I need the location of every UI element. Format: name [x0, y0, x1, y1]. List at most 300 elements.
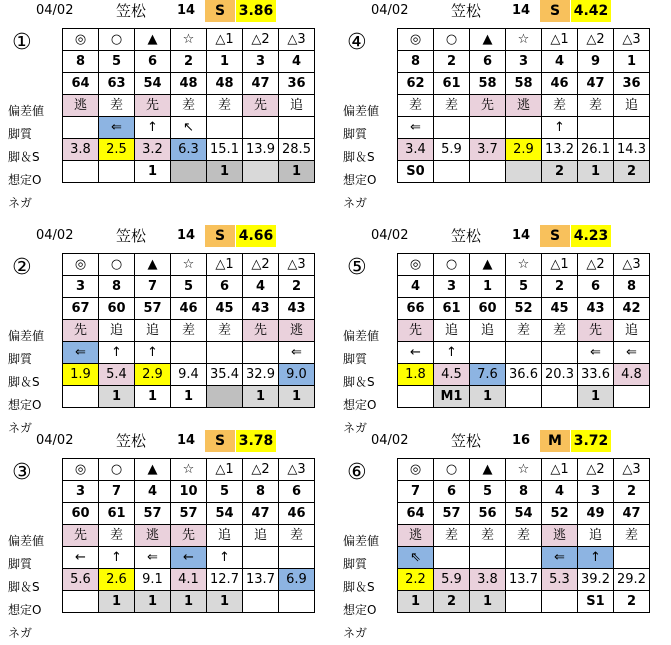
odds-cell: 2.5: [99, 139, 135, 161]
odds-cell: 36.6: [506, 364, 542, 386]
label-deviation: 偏差値: [343, 534, 380, 548]
deviation-value: 43: [279, 298, 315, 320]
odds-cell: 5.9: [434, 569, 470, 591]
label-odds: 想定O: [8, 603, 42, 617]
horse-number: 5: [207, 481, 243, 503]
mark-cell: ▲: [135, 29, 171, 51]
venue-name: 笠松: [451, 432, 482, 450]
horse-number-row: [63, 51, 315, 73]
style-cell: 差: [434, 95, 470, 117]
style-cell: 差: [99, 525, 135, 547]
label-leg-s: 脚＆S: [343, 375, 375, 389]
odds-cell: 3.7: [470, 139, 506, 161]
mark-cell: △3: [279, 29, 315, 51]
prediction-table: [397, 28, 650, 183]
horse-number-row: [398, 481, 650, 503]
style-cell: 逃: [542, 525, 578, 547]
race-date: 04/02: [371, 3, 409, 18]
deviation-value: 45: [207, 298, 243, 320]
arrow-cell: ←: [63, 547, 99, 569]
arrow-row: [63, 547, 315, 569]
panel-4: [335, 0, 670, 210]
odds-cell: 3.8: [63, 139, 99, 161]
horse-number: 8: [243, 481, 279, 503]
deviation-value: 63: [99, 73, 135, 95]
label-leg-s: 脚＆S: [8, 375, 40, 389]
arrow-cell: [506, 117, 542, 139]
nega-row: [398, 386, 650, 408]
odds-row: [63, 139, 315, 161]
mark-cell: ○: [434, 254, 470, 276]
nega-cell: 2: [614, 591, 650, 613]
deviation-value: 66: [398, 298, 434, 320]
horse-number: 6: [578, 276, 614, 298]
style-cell: 逃: [135, 525, 171, 547]
mark-cell: ☆: [506, 29, 542, 51]
mark-cell: △3: [614, 254, 650, 276]
marks-row: [398, 459, 650, 481]
deviation-value: 46: [171, 298, 207, 320]
odds-cell: 5.6: [63, 569, 99, 591]
deviation-value: 52: [506, 298, 542, 320]
arrow-cell: ⇐: [542, 547, 578, 569]
arrow-cell: ↑: [99, 342, 135, 364]
field-size: 14: [177, 3, 196, 18]
prediction-table: [62, 28, 315, 183]
arrow-row: [398, 342, 650, 364]
deviation-value: 64: [63, 73, 99, 95]
score-badge: 4.23: [571, 225, 611, 247]
mark-cell: △2: [243, 29, 279, 51]
odds-cell: 1.8: [398, 364, 434, 386]
horse-number: 5: [470, 481, 506, 503]
odds-cell: 3.2: [135, 139, 171, 161]
nega-row: [63, 591, 315, 613]
style-cell: 先: [63, 320, 99, 342]
row-labels: [343, 100, 379, 215]
prediction-table: [397, 253, 650, 408]
row-labels: [343, 325, 379, 440]
mark-cell: ○: [99, 29, 135, 51]
nega-cell: 1: [398, 591, 434, 613]
mark-cell: ☆: [171, 254, 207, 276]
mark-cell: ◎: [398, 254, 434, 276]
deviation-value: 43: [578, 298, 614, 320]
nega-cell: M1: [434, 386, 470, 408]
deviation-value: 62: [398, 73, 434, 95]
horse-number: 6: [434, 481, 470, 503]
odds-cell: 13.7: [506, 569, 542, 591]
arrow-cell: ↖: [171, 117, 207, 139]
nega-cell: 2: [434, 591, 470, 613]
mark-cell: ○: [434, 29, 470, 51]
nega-cell: 1: [171, 386, 207, 408]
label-leg-s: 脚＆S: [343, 580, 375, 594]
marks-row: [63, 459, 315, 481]
odds-cell: 5.4: [99, 364, 135, 386]
horse-number: 7: [398, 481, 434, 503]
arrow-cell: [279, 547, 315, 569]
odds-cell: 32.9: [243, 364, 279, 386]
arrow-row: [63, 342, 315, 364]
odds-cell: 28.5: [279, 139, 315, 161]
style-cell: 差: [171, 320, 207, 342]
odds-cell: 15.1: [207, 139, 243, 161]
arrow-cell: ⇖: [398, 547, 434, 569]
nega-cell: [63, 591, 99, 613]
label-nega: ネガ: [8, 626, 33, 640]
horse-number: 6: [279, 481, 315, 503]
arrow-cell: [542, 342, 578, 364]
style-cell: 先: [243, 320, 279, 342]
style-cell: 先: [578, 320, 614, 342]
arrow-cell: [207, 342, 243, 364]
odds-cell: 26.1: [578, 139, 614, 161]
style-cell: 差: [506, 320, 542, 342]
prediction-table: [397, 458, 650, 613]
deviation-value: 61: [99, 503, 135, 525]
arrow-cell: ↑: [135, 117, 171, 139]
horse-number: 5: [99, 51, 135, 73]
nega-cell: 1: [578, 161, 614, 183]
arrow-cell: ⇐: [135, 547, 171, 569]
horse-number: 7: [99, 481, 135, 503]
style-row: [398, 95, 650, 117]
deviation-value: 46: [542, 73, 578, 95]
horse-number: 2: [279, 276, 315, 298]
nega-cell: [506, 161, 542, 183]
style-cell: 差: [506, 525, 542, 547]
nega-cell: [470, 161, 506, 183]
arrow-cell: ⇐: [398, 117, 434, 139]
style-cell: 追: [614, 95, 650, 117]
mark-cell: △3: [279, 254, 315, 276]
deviation-value: 54: [135, 73, 171, 95]
row-labels: [8, 100, 44, 215]
deviation-value: 47: [614, 503, 650, 525]
deviation-value: 60: [470, 298, 506, 320]
race-date: 04/02: [36, 3, 74, 18]
arrow-cell: [279, 117, 315, 139]
deviation-value: 61: [434, 298, 470, 320]
style-cell: 先: [243, 95, 279, 117]
horse-number: 4: [542, 481, 578, 503]
horse-number: 9: [578, 51, 614, 73]
mark-cell: △1: [207, 254, 243, 276]
horse-number: 8: [99, 276, 135, 298]
style-row: [63, 525, 315, 547]
label-deviation: 偏差値: [8, 534, 45, 548]
arrow-cell: ⇐: [279, 342, 315, 364]
score-badge: 3.86: [236, 0, 276, 22]
deviation-value: 67: [63, 298, 99, 320]
style-cell: 逃: [279, 320, 315, 342]
nega-cell: [506, 591, 542, 613]
nega-cell: 1: [243, 386, 279, 408]
mark-cell: △3: [614, 29, 650, 51]
odds-cell: 1.9: [63, 364, 99, 386]
prediction-table: [62, 253, 315, 408]
horse-number: 10: [171, 481, 207, 503]
nega-cell: 1: [470, 386, 506, 408]
nega-cell: 1: [171, 591, 207, 613]
style-cell: 追: [207, 525, 243, 547]
race-date: 04/02: [36, 433, 74, 448]
mark-cell: △2: [578, 29, 614, 51]
odds-row: [398, 569, 650, 591]
nega-cell: [63, 386, 99, 408]
odds-cell: 3.4: [398, 139, 434, 161]
panel-2: [0, 225, 335, 435]
horse-number: 7: [135, 276, 171, 298]
mark-cell: ☆: [171, 459, 207, 481]
style-cell: 追: [135, 320, 171, 342]
nega-cell: [506, 386, 542, 408]
marks-row: [63, 254, 315, 276]
style-cell: 差: [171, 95, 207, 117]
arrow-cell: ←: [398, 342, 434, 364]
mark-cell: △2: [578, 459, 614, 481]
nega-cell: 1: [207, 161, 243, 183]
deviation-value: 64: [398, 503, 434, 525]
mark-cell: △1: [542, 459, 578, 481]
nega-row: [398, 591, 650, 613]
arrow-cell: ⇐: [63, 342, 99, 364]
horse-number: 3: [63, 276, 99, 298]
marks-row: [398, 29, 650, 51]
horse-number: 8: [506, 481, 542, 503]
nega-cell: [614, 386, 650, 408]
horse-number: 3: [243, 51, 279, 73]
style-cell: 追: [279, 95, 315, 117]
horse-number: 1: [470, 276, 506, 298]
arrow-cell: ←: [171, 547, 207, 569]
horse-number: 3: [578, 481, 614, 503]
style-cell: 逃: [506, 95, 542, 117]
style-row: [398, 525, 650, 547]
style-cell: 差: [279, 525, 315, 547]
grade-badge: S: [540, 225, 570, 247]
style-cell: 逃: [63, 95, 99, 117]
odds-cell: 6.3: [171, 139, 207, 161]
deviation-value: 57: [135, 298, 171, 320]
style-cell: 差: [542, 320, 578, 342]
style-cell: 先: [63, 525, 99, 547]
nega-cell: [243, 591, 279, 613]
nega-cell: [171, 161, 207, 183]
arrow-cell: [243, 117, 279, 139]
nega-cell: [279, 591, 315, 613]
style-cell: 差: [578, 95, 614, 117]
mark-cell: ○: [434, 459, 470, 481]
mark-cell: ▲: [135, 254, 171, 276]
race-date: 04/02: [371, 228, 409, 243]
style-cell: 差: [99, 95, 135, 117]
mark-cell: ▲: [470, 254, 506, 276]
mark-cell: ◎: [63, 254, 99, 276]
style-cell: 差: [470, 525, 506, 547]
horse-number: 3: [506, 51, 542, 73]
nega-cell: 1: [207, 591, 243, 613]
arrow-cell: [470, 117, 506, 139]
horse-number: 4: [542, 51, 578, 73]
style-cell: 差: [207, 95, 243, 117]
label-nega: ネガ: [8, 196, 33, 210]
nega-cell: 2: [542, 161, 578, 183]
arrow-cell: [63, 117, 99, 139]
odds-row: [63, 569, 315, 591]
arrow-cell: [171, 342, 207, 364]
race-number: ③: [12, 460, 32, 485]
style-row: [398, 320, 650, 342]
label-odds: 想定O: [343, 398, 377, 412]
odds-cell: 6.9: [279, 569, 315, 591]
odds-cell: 5.9: [434, 139, 470, 161]
race-number: ①: [12, 30, 32, 55]
grade-badge: S: [205, 225, 235, 247]
horse-number: 6: [135, 51, 171, 73]
deviation-value: 47: [578, 73, 614, 95]
race-number: ⑤: [347, 255, 367, 280]
grade-badge: S: [540, 0, 570, 22]
field-size: 16: [512, 433, 531, 448]
style-cell: 追: [434, 320, 470, 342]
race-date: 04/02: [36, 228, 74, 243]
odds-row: [398, 364, 650, 386]
odds-cell: 13.2: [542, 139, 578, 161]
odds-cell: 2.2: [398, 569, 434, 591]
odds-cell: 3.8: [470, 569, 506, 591]
odds-row: [63, 364, 315, 386]
odds-cell: 5.3: [542, 569, 578, 591]
horse-number: 3: [63, 481, 99, 503]
style-row: [63, 320, 315, 342]
panel-1: [0, 0, 335, 210]
label-leg-s: 脚＆S: [8, 150, 40, 164]
nega-cell: [434, 161, 470, 183]
score-badge: 4.42: [571, 0, 611, 22]
deviation-value: 54: [506, 503, 542, 525]
style-row: [63, 95, 315, 117]
arrow-cell: [434, 547, 470, 569]
mark-cell: ○: [99, 254, 135, 276]
arrow-cell: ⇐: [614, 342, 650, 364]
style-cell: 先: [135, 95, 171, 117]
grade-badge: S: [205, 430, 235, 452]
deviation-value: 60: [99, 298, 135, 320]
style-cell: 先: [470, 95, 506, 117]
style-cell: 差: [398, 95, 434, 117]
odds-cell: 12.7: [207, 569, 243, 591]
panel-6: [335, 430, 670, 640]
nega-cell: 1: [135, 161, 171, 183]
label-style: 脚質: [343, 127, 368, 141]
deviation-value: 42: [614, 298, 650, 320]
mark-cell: △3: [614, 459, 650, 481]
odds-cell: 35.4: [207, 364, 243, 386]
field-size: 14: [177, 433, 196, 448]
label-deviation: 偏差値: [343, 104, 380, 118]
label-style: 脚質: [343, 352, 368, 366]
mark-cell: ☆: [506, 459, 542, 481]
deviation-value: 57: [434, 503, 470, 525]
deviation-value: 46: [279, 503, 315, 525]
venue-name: 笠松: [451, 2, 482, 20]
odds-cell: 4.1: [171, 569, 207, 591]
deviation-value: 45: [542, 298, 578, 320]
style-cell: 逃: [398, 525, 434, 547]
horse-number: 1: [614, 51, 650, 73]
arrow-cell: [506, 342, 542, 364]
mark-cell: ▲: [470, 29, 506, 51]
nega-cell: S1: [578, 591, 614, 613]
deviation-value: 49: [578, 503, 614, 525]
label-style: 脚質: [343, 557, 368, 571]
venue-name: 笠松: [116, 227, 147, 245]
style-cell: 追: [578, 525, 614, 547]
nega-row: [63, 386, 315, 408]
horse-number: 4: [398, 276, 434, 298]
style-cell: 先: [171, 525, 207, 547]
odds-cell: 7.6: [470, 364, 506, 386]
race-date: 04/02: [371, 433, 409, 448]
deviation-value: 56: [470, 503, 506, 525]
odds-cell: 4.8: [614, 364, 650, 386]
nega-cell: [63, 161, 99, 183]
horse-number: 4: [135, 481, 171, 503]
arrow-cell: ↑: [207, 547, 243, 569]
score-badge: 3.72: [571, 430, 611, 452]
nega-cell: [99, 161, 135, 183]
odds-cell: 33.6: [578, 364, 614, 386]
odds-cell: 2.9: [506, 139, 542, 161]
mark-cell: △2: [578, 254, 614, 276]
deviation-value: 47: [243, 73, 279, 95]
panel-3: [0, 430, 335, 640]
nega-cell: [207, 386, 243, 408]
arrow-cell: [243, 342, 279, 364]
odds-cell: 4.5: [434, 364, 470, 386]
odds-cell: 29.2: [614, 569, 650, 591]
horse-number-row: [398, 276, 650, 298]
nega-cell: 1: [578, 386, 614, 408]
nega-row: [63, 161, 315, 183]
label-style: 脚質: [8, 352, 33, 366]
arrow-cell: [614, 117, 650, 139]
mark-cell: ▲: [470, 459, 506, 481]
style-cell: 先: [398, 320, 434, 342]
arrow-cell: ⇐: [578, 342, 614, 364]
horse-number: 2: [542, 276, 578, 298]
mark-cell: ◎: [398, 459, 434, 481]
deviation-value: 58: [506, 73, 542, 95]
horse-number: 4: [243, 276, 279, 298]
arrow-cell: ↑: [578, 547, 614, 569]
style-cell: 追: [614, 320, 650, 342]
marks-row: [398, 254, 650, 276]
panel-5: [335, 225, 670, 435]
arrow-cell: ↑: [99, 547, 135, 569]
arrow-row: [63, 117, 315, 139]
style-cell: 差: [207, 320, 243, 342]
arrow-cell: [207, 117, 243, 139]
arrow-cell: [614, 547, 650, 569]
horse-number: 2: [434, 51, 470, 73]
mark-cell: △1: [542, 29, 578, 51]
deviation-value: 58: [470, 73, 506, 95]
prediction-table: [62, 458, 315, 613]
grade-badge: M: [540, 430, 570, 452]
